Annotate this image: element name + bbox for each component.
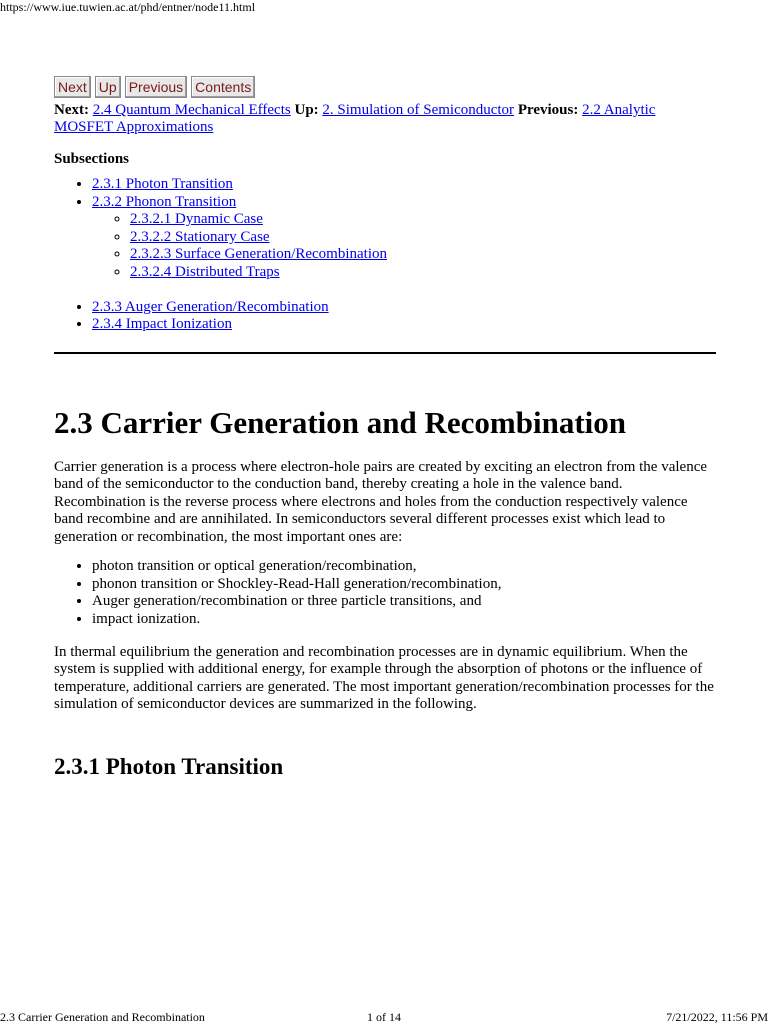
footer-page-title: 2.3 Carrier Generation and Recombination [0, 1010, 205, 1024]
toc-link-impact-ionization[interactable]: 2.3.4 Impact Ionization [92, 316, 232, 333]
toc-subitem [130, 211, 716, 229]
section-heading-photon: 2.3.1 Photon Transition [54, 754, 284, 779]
nav-button-bar [54, 76, 716, 98]
horizontal-divider [54, 352, 716, 354]
next-label: Next: [54, 102, 89, 118]
toc-link-surface-generation[interactable]: 2.3.2.3 Surface Generation/Recombination [130, 246, 388, 263]
toc-item [92, 299, 716, 317]
previous-link[interactable]: 2.2 Analytic MOSFET Approximations [54, 102, 656, 135]
list-item: • phonon transition or Shockley-Read-Hall generation/recombination, [92, 576, 501, 594]
nav-links [54, 102, 716, 136]
contents-button[interactable]: Contents [191, 76, 255, 98]
page-title: 2.3 Carrier Generation and Recombination [54, 405, 627, 440]
toc-subitem [130, 246, 716, 264]
toc-link-phonon[interactable]: 2.3.2 Phonon Transition [92, 193, 237, 210]
toc-item [92, 316, 716, 334]
previous-label: Previous: [517, 102, 579, 118]
up-label: Up: [294, 102, 319, 118]
up-button[interactable]: Up [95, 76, 121, 98]
toc-subitem [130, 229, 716, 247]
toc-subitem [130, 264, 716, 282]
footer-timestamp: 7/21/2022, 11:56 PM [666, 1010, 768, 1024]
intro-paragraph: Carrier generation is a process where electron-hole pairs are created by exciting an electron from the valence band of the semiconductor to the conduction band, thereby creating a hole in the valence band. Recombination is the reverse process where electrons and holes from the conduction respectively valence band recombine and are annihilated. In semiconductors several different processes exist which lead to generation or recombination, the most important ones are: [54, 459, 708, 545]
list-item: • photon transition or optical generation/recombination, [92, 558, 501, 576]
list-item: • Auger generation/recombination or three particle transitions, and [92, 593, 501, 611]
next-link[interactable]: 2.4 Quantum Mechanical Effects [92, 102, 291, 118]
page-url: https://www.iue.tuwien.ac.at/phd/entner/node11.html [0, 0, 256, 14]
next-button[interactable]: Next [54, 76, 91, 98]
navigation-panel [54, 76, 716, 334]
toc-item [92, 194, 716, 282]
list-item: • impact ionization. [92, 611, 501, 629]
toc-link-distributed-traps[interactable]: 2.3.2.4 Distributed Traps [130, 263, 280, 280]
phonon-sublist [92, 211, 716, 281]
toc-link-photon[interactable]: 2.3.1 Photon Transition [92, 176, 233, 192]
subsections-heading: Subsections [54, 151, 130, 167]
previous-button[interactable]: Previous [125, 76, 187, 98]
equilibrium-paragraph: In thermal equilibrium the generation and recombination processes are in dynamic equilibrium. When the system is supplied with additional energy, for example through the absorption of photons or the influence of temperature, additional carriers are generated. The most important generation/recombination processes for the simulation of semiconductor devices are summarized in the following. [54, 644, 714, 713]
toc-item [92, 176, 716, 194]
up-link[interactable]: 2. Simulation of Semiconductor [322, 102, 515, 118]
footer-page-number: 1 of 14 [367, 1010, 401, 1024]
process-list [54, 558, 501, 628]
toc-link-stationary-case[interactable]: 2.3.2.2 Stationary Case [130, 228, 270, 245]
subsections-list [54, 176, 716, 334]
toc-link-auger[interactable]: 2.3.3 Auger Generation/Recombination [92, 298, 329, 315]
toc-link-dynamic-case[interactable]: 2.3.2.1 Dynamic Case [130, 211, 263, 228]
